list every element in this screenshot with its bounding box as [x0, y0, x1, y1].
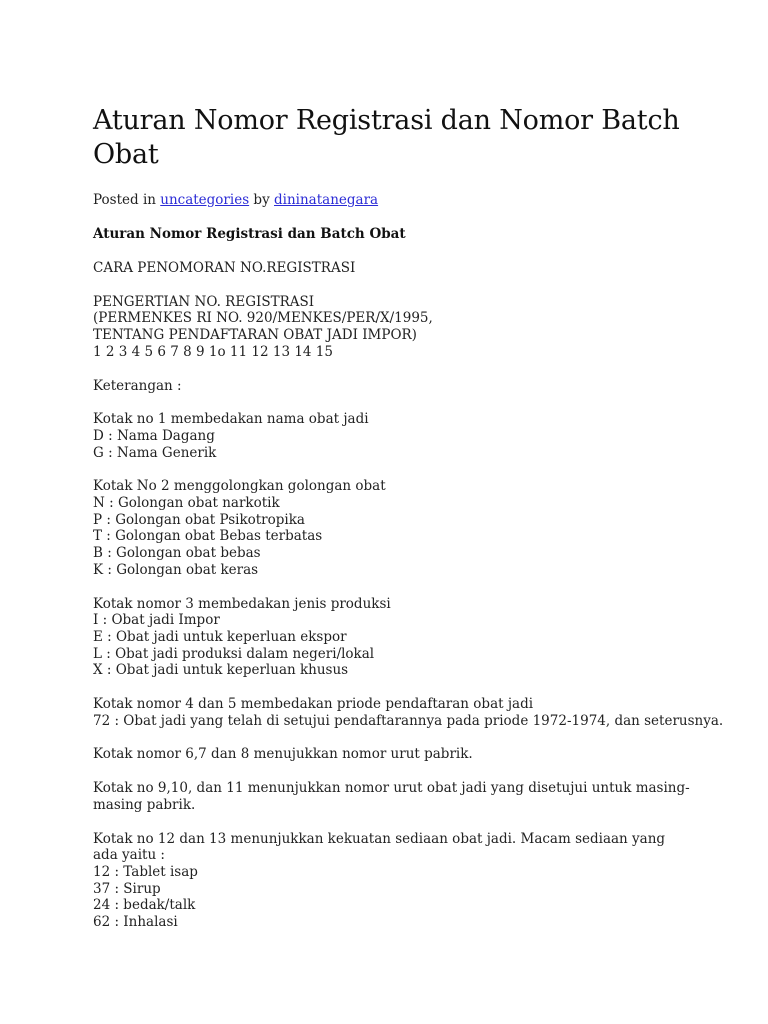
text-line: E : Obat jadi untuk keperluan ekspor: [93, 628, 347, 645]
text-line: T : Golongan obat Bebas terbatas: [93, 528, 323, 545]
text-line: 12 : Tablet isap: [93, 863, 198, 880]
text-line: B : Golongan obat bebas: [93, 545, 261, 562]
text-line: 37 : Sirup: [93, 880, 161, 897]
text-line: X : Obat jadi untuk keperluan khusus: [93, 662, 349, 679]
text-paragraph: [93, 696, 724, 729]
text-line: Kotak No 2 menggolongkan golongan obat: [93, 478, 386, 495]
text-line: Kotak no 12 dan 13 menunjukkan kekuatan sediaan obat jadi. Macam sediaan yang ada yaitu :: [93, 830, 666, 864]
text-line: TENTANG PENDAFTARAN OBAT JADI IMPOR): [93, 327, 417, 344]
text-paragraph: [93, 780, 693, 813]
text-line: Kotak nomor 3 membedakan jenis produksi: [93, 595, 391, 612]
document-page: [93, 104, 724, 931]
text-paragraph: [93, 294, 693, 361]
author-link[interactable]: dininatanegara: [274, 192, 379, 208]
text-line: I : Obat jadi Impor: [93, 612, 220, 629]
text-paragraph: [93, 746, 693, 763]
text-paragraph: [93, 478, 693, 578]
page-title: Aturan Nomor Registrasi dan Nomor Batch Obat: [93, 105, 680, 170]
text-line: Kotak no 1 membedakan nama obat jadi: [93, 411, 369, 428]
text-line: P : Golongan obat Psikotropika: [93, 511, 305, 528]
text-line: 24 : bedak/talk: [93, 897, 196, 914]
posted-in-label: Posted in: [93, 192, 156, 208]
text-line: (PERMENKES RI NO. 920/MENKES/PER/X/1995,: [93, 310, 433, 327]
by-label: by: [253, 192, 270, 208]
text-line: Kotak no 9,10, dan 11 menunjukkan nomor urut obat jadi yang disetujui untuk masing-masing pabrik.: [93, 780, 690, 813]
text-line: 72 : Obat jadi yang telah di setujui pendaftarannya pada priode 1972-1974, dan seterusnya.: [93, 712, 724, 729]
text-line: G : Nama Generik: [93, 444, 217, 461]
article-body: [93, 260, 724, 931]
text-line: 62 : Inhalasi: [93, 914, 178, 931]
text-line: Keterangan :: [93, 377, 182, 394]
text-paragraph: [93, 831, 693, 931]
text-paragraph: [93, 378, 693, 395]
text-paragraph: [93, 260, 693, 277]
text-line: L : Obat jadi produksi dalam negeri/lokal: [93, 645, 375, 662]
text-line: Kotak nomor 4 dan 5 membedakan priode pendaftaran obat jadi: [93, 696, 534, 713]
post-meta: [93, 192, 693, 209]
category-link[interactable]: uncategories: [160, 192, 250, 208]
text-line: N : Golongan obat narkotik: [93, 495, 280, 512]
text-line: Kotak nomor 6,7 dan 8 menujukkan nomor urut pabrik.: [93, 746, 473, 763]
text-line: K : Golongan obat keras: [93, 561, 259, 578]
text-line: CARA PENOMORAN NO.REGISTRASI: [93, 260, 356, 276]
text-paragraph: [93, 411, 693, 461]
text-line: PENGERTIAN NO. REGISTRASI: [93, 293, 315, 310]
article-subtitle: Aturan Nomor Registrasi dan Batch Obat: [93, 226, 406, 242]
text-line: 1 2 3 4 5 6 7 8 9 1o 11 12 13 14 15: [93, 343, 333, 360]
text-paragraph: [93, 596, 693, 680]
text-line: D : Nama Dagang: [93, 427, 215, 444]
